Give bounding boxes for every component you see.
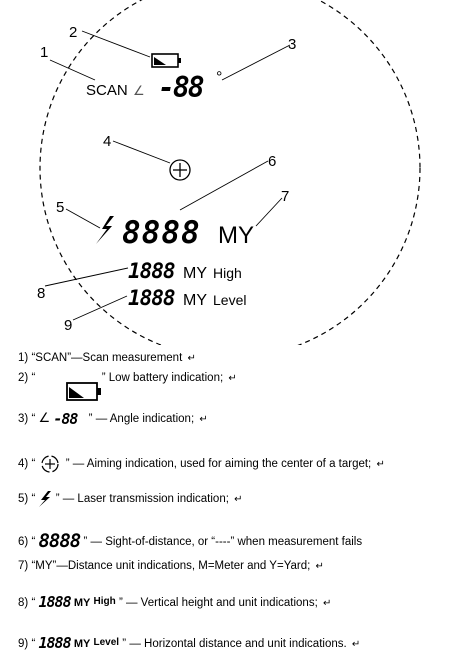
- item-number: 7): [18, 560, 29, 572]
- angle-icon: ∠: [133, 84, 145, 99]
- open-quote: “: [31, 638, 36, 650]
- high-unit: MY: [183, 265, 207, 282]
- legend-item-3: [18, 412, 208, 427]
- return-mark: ↵: [351, 639, 361, 650]
- close-quote: ”: [65, 458, 70, 471]
- battery-icon: [66, 382, 102, 402]
- item-text: — Sight-of-distance, or “----” when measurement fails: [90, 536, 363, 548]
- callout-5: 5: [56, 199, 65, 216]
- legend-item-6: [18, 530, 363, 552]
- return-mark: ↵: [315, 561, 324, 572]
- angle-value: -88: [158, 71, 203, 104]
- height-label: High: [93, 596, 116, 607]
- open-quote: “: [31, 458, 36, 471]
- open-quote: “: [31, 597, 36, 609]
- item-text: Low battery indication;: [108, 372, 224, 384]
- distance-value: 8888: [38, 530, 81, 552]
- high-value: 1888: [128, 259, 175, 283]
- battery-icon: [152, 54, 181, 67]
- close-quote: ”: [83, 536, 88, 548]
- item-number: 5): [18, 493, 29, 506]
- legend-item-5: [18, 490, 243, 508]
- item-text: “MY”—Distance unit indications, M=Meter and Y=Yard;: [31, 560, 311, 572]
- scan-label: SCAN: [86, 82, 128, 99]
- callout-8: 8: [37, 285, 46, 302]
- return-mark: ↵: [322, 598, 332, 609]
- return-mark: ↵: [199, 414, 208, 425]
- item-number: 3): [18, 413, 29, 425]
- legend-item-7: [18, 559, 324, 574]
- degree-symbol: °: [216, 69, 223, 86]
- angle-icon: ∠: [38, 411, 51, 426]
- crosshair-icon: [38, 453, 62, 475]
- horizontal-value: 1888: [38, 634, 71, 652]
- item-text: — Laser transmission indication;: [62, 493, 229, 506]
- callout-9: 9: [64, 317, 73, 334]
- height-unit: MY: [73, 597, 91, 609]
- callout-6: 6: [268, 153, 277, 170]
- close-quote: ”: [88, 413, 93, 425]
- item-text: — Aiming indication, used for aiming the center of a target;: [72, 458, 372, 471]
- close-quote: ”: [55, 493, 60, 506]
- laser-icon: [38, 490, 52, 508]
- level-label: Level: [213, 292, 247, 308]
- return-mark: ↵: [234, 494, 243, 506]
- callout-7: 7: [281, 188, 290, 205]
- legend-item-8: [18, 595, 331, 611]
- laser-icon: [96, 216, 114, 244]
- angle-value: -88: [53, 410, 78, 428]
- high-label: High: [213, 265, 242, 281]
- return-mark: ↵: [228, 373, 237, 384]
- main-unit: MY: [218, 222, 254, 249]
- callout-3: 3: [288, 36, 297, 53]
- item-text: — Vertical height and unit indications;: [125, 597, 318, 609]
- horizontal-unit: MY: [73, 638, 91, 650]
- close-quote: ”: [122, 638, 127, 650]
- open-quote: “: [31, 493, 36, 506]
- close-quote: ”: [118, 597, 123, 609]
- open-quote: “: [31, 536, 36, 548]
- return-mark: ↵: [187, 353, 196, 364]
- legend-item-1: [18, 351, 196, 366]
- callout-2: 2: [69, 24, 78, 41]
- item-number: 1): [18, 352, 29, 364]
- item-number: 9): [18, 638, 29, 650]
- close-quote: ”: [101, 372, 106, 384]
- legend-item-9: [18, 636, 360, 652]
- callout-1: 1: [40, 44, 49, 61]
- item-text: — Angle indication;: [95, 413, 195, 425]
- callout-4: 4: [103, 133, 112, 150]
- item-text: “SCAN”—Scan measurement: [31, 352, 183, 364]
- open-quote: “: [31, 413, 36, 425]
- open-quote: “: [31, 372, 36, 384]
- legend-item-4: [18, 453, 385, 475]
- legend-item-2: [18, 371, 237, 386]
- return-mark: ↵: [376, 459, 385, 471]
- item-number: 8): [18, 597, 29, 609]
- horizontal-label: Level: [93, 637, 120, 648]
- item-text: — Horizontal distance and unit indications.: [129, 638, 347, 650]
- item-number: 4): [18, 458, 29, 471]
- height-value: 1888: [38, 593, 71, 611]
- item-number: 6): [18, 536, 29, 548]
- crosshair-icon: [170, 160, 190, 180]
- level-unit: MY: [183, 292, 207, 309]
- level-value: 1888: [128, 286, 175, 310]
- item-number: 2): [18, 372, 29, 384]
- legend: [0, 345, 457, 670]
- main-distance: 8888: [122, 215, 201, 251]
